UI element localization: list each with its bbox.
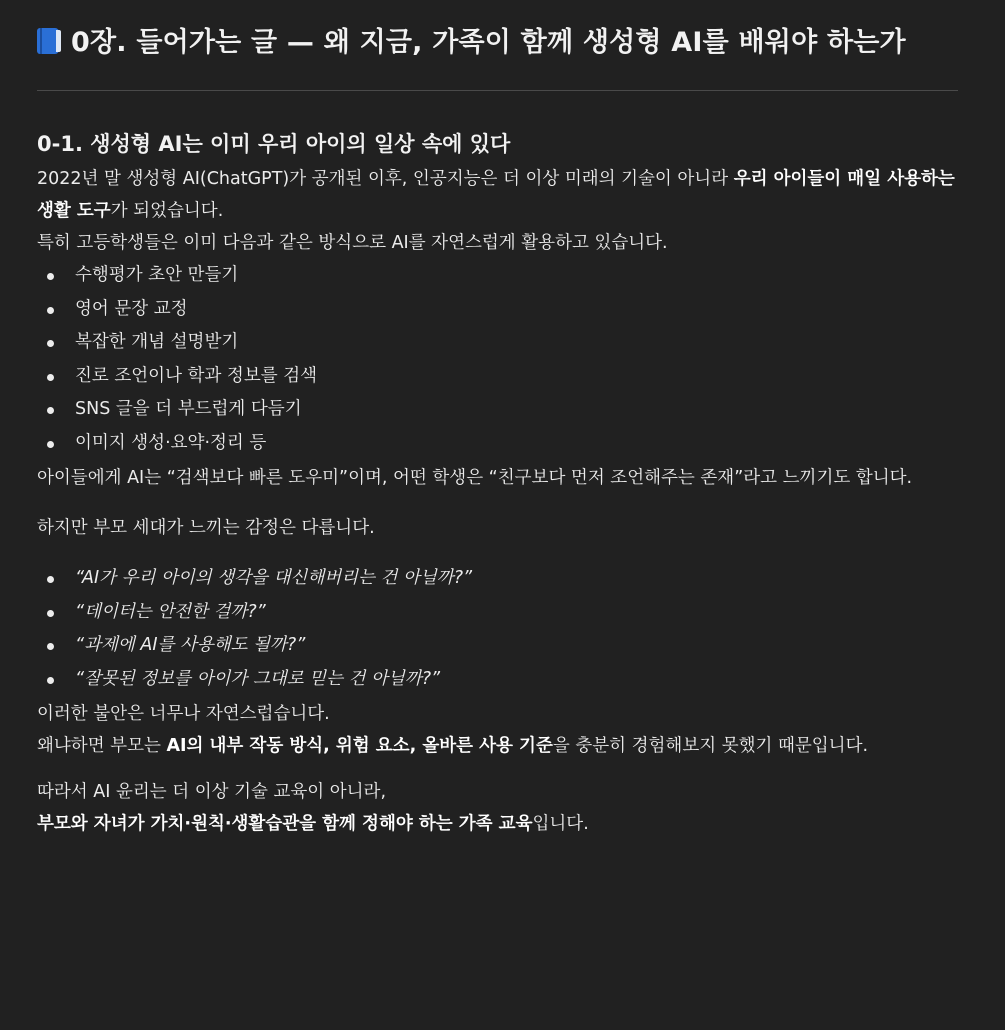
book-icon — [37, 28, 61, 54]
list-item: 영어 문장 교정 — [37, 293, 962, 327]
document-page — [37, 22, 962, 840]
usage-list — [37, 259, 962, 460]
kids-view-paragraph: 아이들에게 AI는 “검색보다 빠른 도우미”이며, 어떤 학생은 “친구보다 먼저 조언해주는 존재”라고 느끼기도 합니다. — [37, 468, 913, 488]
usage-intro: 특히 고등학생들은 이미 다음과 같은 방식으로 AI를 자연스럽게 활용하고 있습니다. — [37, 233, 668, 253]
list-item: “데이터는 안전한 걸까?” — [37, 596, 962, 630]
list-item: “AI가 우리 아이의 생각을 대신해버리는 건 아닐까?” — [37, 562, 962, 596]
intro-paragraph — [37, 163, 962, 227]
intro-text-2: 가 되었습니다. — [110, 201, 224, 221]
reason-bold-text: AI의 내부 작동 방식, 위험 요소, 올바른 사용 기준 — [166, 736, 553, 756]
list-item: “과제에 AI를 사용해도 될까?” — [37, 629, 962, 663]
reason-paragraph — [37, 730, 962, 762]
reason-text-2: 을 충분히 경험해보지 못했기 때문입니다. — [552, 736, 869, 756]
list-item: 수행평가 초안 만들기 — [37, 259, 962, 293]
conclusion-text: 입니다. — [532, 814, 589, 834]
list-item: “잘못된 정보를 아이가 그대로 믿는 건 아닐까?” — [37, 663, 962, 697]
list-item: 이미지 생성·요약·정리 등 — [37, 427, 962, 461]
intro-text-1: 2022년 말 생성형 AI(ChatGPT)가 공개된 이후, 인공지능은 더 이상 미래의 기술이 아니라 — [37, 169, 734, 189]
title-divider — [37, 90, 958, 91]
parents-intro-paragraph: 하지만 부모 세대가 느끼는 감정은 다릅니다. — [37, 518, 375, 538]
list-item: SNS 글을 더 부드럽게 다듬기 — [37, 393, 962, 427]
intro-bold-text: 우리 아이들이 매일 사용하는 생활 도구 — [37, 169, 955, 221]
page-title-text: 0장. 들어가는 글 — 왜 지금, 가족이 함께 생성형 AI를 배워야 하는가 — [71, 27, 906, 58]
conclusion-bold-text: 부모와 자녀가 가치·원칙·생활습관을 함께 정해야 하는 가족 교육 — [37, 814, 533, 834]
section-heading: 0-1. 생성형 AI는 이미 우리 아이의 일상 속에 있다 — [37, 132, 511, 156]
list-item: 복잡한 개념 설명받기 — [37, 326, 962, 360]
parent-questions-list — [37, 562, 962, 696]
list-item: 진로 조언이나 학과 정보를 검색 — [37, 360, 962, 394]
anxiety-paragraph: 이러한 불안은 너무나 자연스럽습니다. — [37, 704, 330, 724]
page-title — [37, 22, 962, 64]
conclusion-line-2 — [37, 808, 962, 840]
reason-text-1: 왜냐하면 부모는 — [37, 736, 167, 756]
conclusion-line-1: 따라서 AI 윤리는 더 이상 기술 교육이 아니라, — [37, 782, 387, 802]
